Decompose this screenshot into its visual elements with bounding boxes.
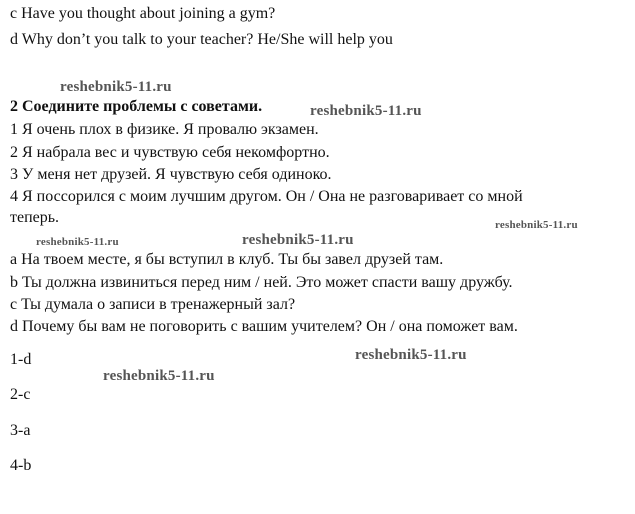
watermark-7: reshebnik5-11.ru xyxy=(103,368,215,384)
advice-c: c Ты думала о записи в тренажерный зал? xyxy=(10,296,296,313)
watermark-4: reshebnik5-11.ru xyxy=(36,236,119,248)
advice-a: a На твоем месте, я бы вступил в клуб. Ты бы завел друзей там. xyxy=(10,251,444,268)
problem-1: 1 Я очень плох в физике. Я провалю экзамен. xyxy=(10,121,319,138)
problem-4-continuation: теперь. xyxy=(10,209,60,226)
exercise-1-option-c: c Have you thought about joining a gym? xyxy=(10,5,276,22)
answer-3: 3-a xyxy=(10,422,31,439)
exercise-2-heading: 2 Соедините проблемы с советами. xyxy=(10,98,263,115)
problem-3: 3 У меня нет друзей. Я чувствую себя одиноко. xyxy=(10,166,332,183)
problem-2: 2 Я набрала вес и чувствую себя некомфортно. xyxy=(10,144,330,161)
answer-4: 4-b xyxy=(10,457,32,474)
watermark-6: reshebnik5-11.ru xyxy=(355,347,467,363)
watermark-2: reshebnik5-11.ru xyxy=(310,103,422,119)
watermark-3: reshebnik5-11.ru xyxy=(495,219,578,231)
exercise-1-option-d: d Why don’t you talk to your teacher? He/She will help you xyxy=(10,31,393,48)
watermark-1: reshebnik5-11.ru xyxy=(60,79,172,95)
answer-1: 1-d xyxy=(10,351,32,368)
watermark-5: reshebnik5-11.ru xyxy=(242,232,354,248)
answer-2: 2-c xyxy=(10,386,31,403)
problem-4: 4 Я поссорился с моим лучшим другом. Он / Она не разговаривает со мной xyxy=(10,188,523,205)
advice-b: b Ты должна извиниться перед ним / ней. Это может спасти вашу дружбу. xyxy=(10,274,513,291)
advice-d: d Почему бы вам не поговорить с вашим учителем? Он / она поможет вам. xyxy=(10,318,518,335)
